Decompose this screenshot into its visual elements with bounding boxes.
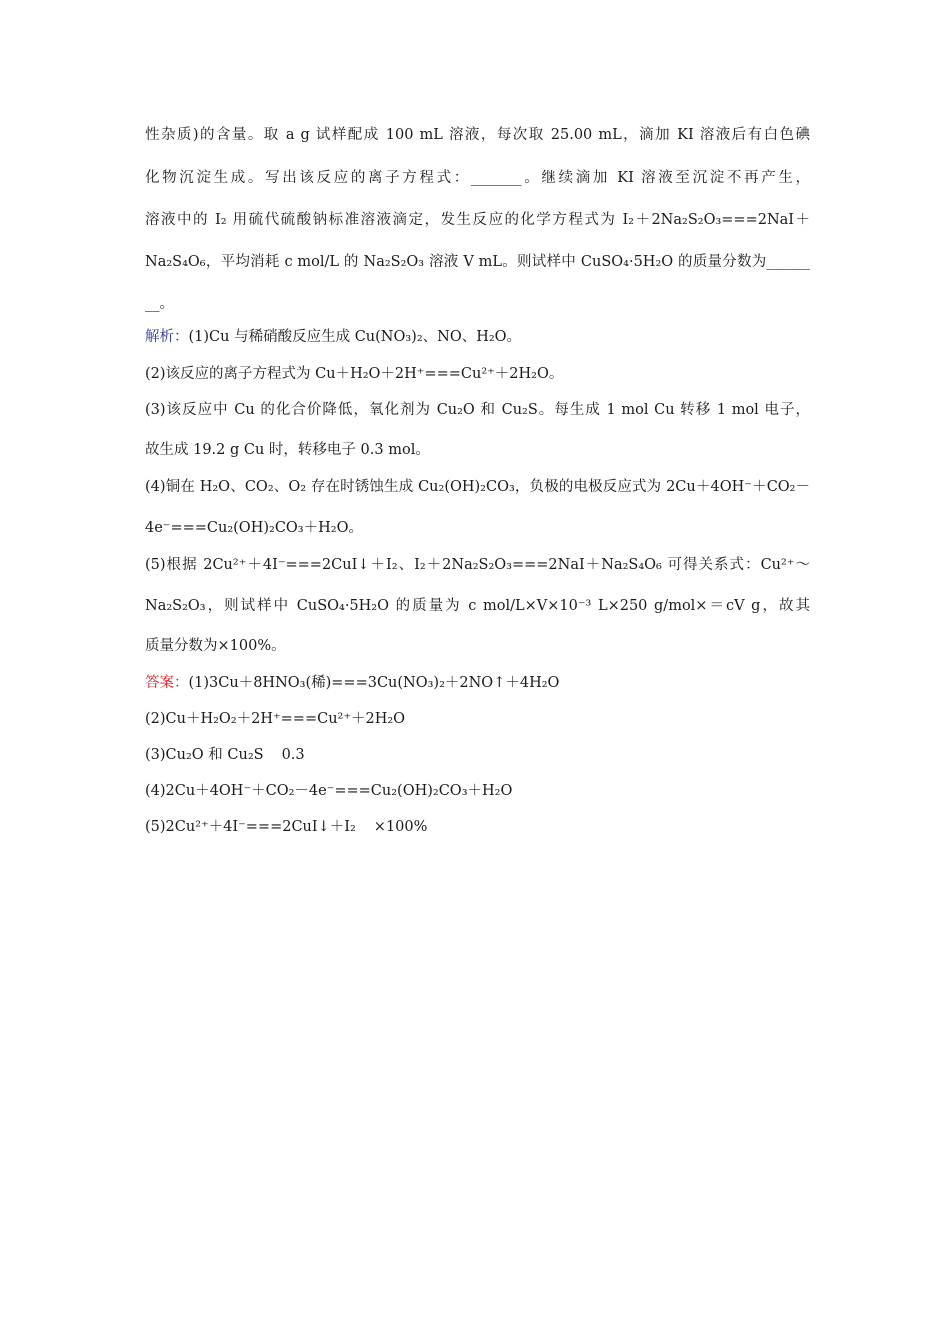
analysis-line-4b: 4e⁻===Cu₂(OH)₂CO₃＋H₂O。 — [145, 520, 363, 536]
answer-label: 答案： — [145, 675, 189, 691]
analysis-line-4a: (4)铜在 H₂O、CO₂、O₂ 存在时锈蚀生成 Cu₂(OH)₂CO₃，负极的电极反应式为 2Cu＋4OH⁻＋CO₂－ — [145, 479, 810, 495]
answer-line-3 — [145, 745, 810, 765]
analysis-text-1: (1)Cu 与稀硝酸反应生成 Cu(NO₃)₂、NO、H₂O。 — [188, 329, 522, 345]
answer-line-5 — [145, 817, 810, 837]
answer-line-4: (4)2Cu＋4OH⁻＋CO₂－4e⁻===Cu₂(OH)₂CO₃＋H₂O — [145, 783, 513, 799]
answer-line-1 — [145, 673, 810, 693]
question-line-4: Na₂S₄O₆，平均消耗 c mol/L 的 Na₂S₂O₃ 溶液 V mL。则试样中 CuSO₄·5H₂O 的质量分数为______ — [145, 254, 810, 270]
analysis-line-5b: Na₂S₂O₃，则试样中 CuSO₄·5H₂O 的质量为 c mol/L×V×10⁻³ L×250 g/mol×＝cV g，故其 — [145, 598, 810, 614]
answer-5-formula: (5)2Cu²⁺＋4I⁻===2CuI↓＋I₂ — [145, 819, 356, 835]
answer-3-value: 0.3 — [281, 747, 305, 763]
analysis-line-3a: (3)该反应中 Cu 的化合价降低，氧化剂为 Cu₂O 和 Cu₂S。每生成 1 mol Cu 转移 1 mol 电子， — [145, 402, 810, 418]
answer-3-formula: (3)Cu₂O 和 Cu₂S — [145, 747, 264, 763]
analysis-line-5a: (5)根据 2Cu²⁺＋4I⁻===2CuI↓＋I₂、I₂＋2Na₂S₂O₃===2NaI＋Na₂S₄O₆ 可得关系式：Cu²⁺～ — [145, 557, 810, 573]
analysis-label: 解析： — [145, 329, 189, 345]
analysis-line-2: (2)该反应的离子方程式为 Cu＋H₂O＋2H⁺===Cu²⁺＋2H₂O。 — [145, 366, 564, 382]
question-line-3: 溶液中的 I₂ 用硫代硫酸钠标准溶液滴定，发生反应的化学方程式为 I₂＋2Na₂S₂O₃===2NaI＋ — [145, 212, 810, 228]
analysis-line-5c: 质量分数为×100%。 — [145, 638, 286, 654]
question-line-2: 化物沉淀生成。写出该反应的离子方程式：_______。继续滴加 KI 溶液至沉淀不再产生， — [145, 170, 810, 186]
analysis-line-1 — [145, 327, 810, 347]
answer-line-2: (2)Cu＋H₂O₂＋2H⁺===Cu²⁺＋2H₂O — [145, 711, 406, 727]
question-line-5: __。 — [145, 296, 174, 312]
question-line-1: 性杂质)的含量。取 a g 试样配成 100 mL 溶液，每次取 25.00 mL，滴加 KI 溶液后有白色碘 — [145, 127, 810, 143]
analysis-line-3b: 故生成 19.2 g Cu 时，转移电子 0.3 mol。 — [145, 442, 430, 458]
answer-text-1: (1)3Cu＋8HNO₃(稀)===3Cu(NO₃)₂＋2NO↑＋4H₂O — [188, 675, 560, 691]
answer-5-value: ×100% — [373, 819, 428, 835]
